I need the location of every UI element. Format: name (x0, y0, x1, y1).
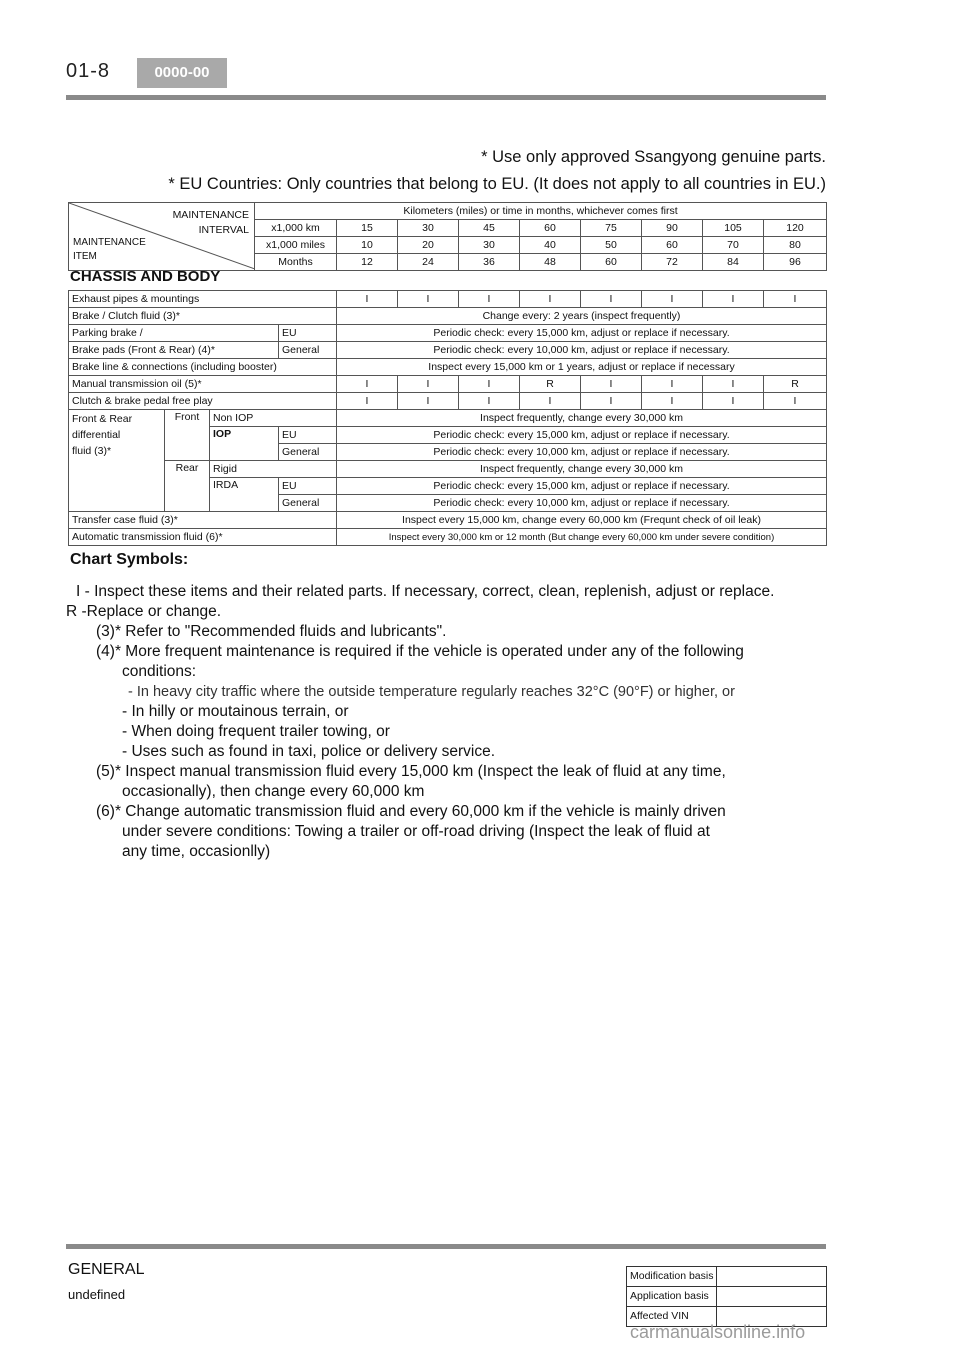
interval-cell: I (764, 291, 827, 308)
interval-label: INTERVAL (198, 224, 249, 236)
item-label-2: ITEM (73, 251, 97, 262)
interval-unit: Months (255, 254, 337, 271)
footer-rule (66, 1244, 826, 1249)
interval-item-corner (69, 203, 255, 271)
table-row (69, 308, 827, 325)
table-row (69, 376, 827, 393)
interval-value: 24 (398, 254, 459, 271)
interval-cell: I (398, 376, 459, 393)
table-row (69, 529, 827, 546)
item-label-1: MAINTENANCE (73, 237, 146, 248)
brake-line-text: Inspect every 15,000 km or 1 years, adjust or replace if necessary (337, 359, 827, 376)
interval-value: 30 (459, 237, 520, 254)
interval-value: 45 (459, 220, 520, 237)
interval-cell: I (337, 376, 398, 393)
symbol-inspect: I - Inspect these items and their related parts. If necessary, correct, clean, replenish, adjust or replace. (76, 583, 775, 600)
interval-value: 10 (337, 237, 398, 254)
doc-code-badge: 0000-00 (137, 58, 227, 88)
item-pedal: Clutch & brake pedal free play (69, 393, 337, 410)
footnote-6-cont: under severe conditions: Towing a trailer or off-road driving (Inspect the leak of fluid at (122, 823, 710, 840)
parking-eu-text: Periodic check: every 15,000 km, adjust or replace if necessary. (337, 325, 827, 342)
interval-cell: I (581, 376, 642, 393)
interval-cell: I (459, 393, 520, 410)
note-eu-countries: * EU Countries: Only countries that belong to EU. (It does not apply to all countries in EU.) (168, 175, 826, 193)
item-brake-fluid-text: Change every: 2 years (inspect frequently) (337, 308, 827, 325)
diff-irda: IRDA (210, 478, 279, 512)
interval-unit: x1,000 km (255, 220, 337, 237)
modification-basis-label: Modification basis (627, 1267, 717, 1287)
interval-value: 48 (520, 254, 581, 271)
interval-cell: I (337, 291, 398, 308)
header-rule (66, 95, 826, 100)
item-brake-line: Brake line & connections (including booster) (69, 359, 337, 376)
parking-general-text: Periodic check: every 10,000 km, adjust or replace if necessary. (337, 342, 827, 359)
interval-cell: R (764, 376, 827, 393)
condition-taxi: - Uses such as found in taxi, police or delivery service. (122, 743, 496, 760)
diff-label-2: differential (72, 429, 121, 441)
footnote-5-cont: occasionally), then change every 60,000 km (122, 783, 425, 800)
item-auto-trans: Automatic transmission fluid (6)* (69, 529, 337, 546)
application-basis-value (717, 1287, 827, 1307)
maintenance-label: MAINTENANCE (172, 209, 249, 221)
footnote-4: (4)* More frequent maintenance is required if the vehicle is operated under any of the following (96, 643, 744, 660)
interval-value: 60 (581, 254, 642, 271)
region-eu: EU (279, 325, 337, 342)
interval-value: 36 (459, 254, 520, 271)
region-general: General (279, 342, 337, 359)
watermark: carmanualsonline.info (630, 1322, 806, 1342)
diff-rigid-text: Inspect frequently, change every 30,000 km (337, 461, 827, 478)
interval-cell: I (642, 393, 703, 410)
footnote-6: (6)* Change automatic transmission fluid and every 60,000 km if the vehicle is mainly driven (96, 803, 726, 820)
diff-label-1: Front & Rear (72, 413, 133, 425)
interval-value: 50 (581, 237, 642, 254)
transfer-text: Inspect every 15,000 km, change every 60,000 km (Frequnt check of oil leak) (337, 512, 827, 529)
table-row (69, 410, 827, 427)
footnote-4-cont: conditions: (122, 663, 197, 680)
item-differential (69, 410, 165, 512)
interval-cell: I (703, 393, 764, 410)
condition-heavy-traffic: - In heavy city traffic where the outside temperature regularly reaches 32°C (90°F) or higher, or (128, 684, 735, 700)
table-row (69, 325, 827, 342)
interval-cell: I (581, 393, 642, 410)
interval-cell: I (398, 393, 459, 410)
diff-iop-general-text: Periodic check: every 10,000 km, adjust or replace if necessary. (337, 444, 827, 461)
interval-value: 96 (764, 254, 827, 271)
item-brake-fluid: Brake / Clutch fluid (3)* (69, 308, 337, 325)
item-manual-trans: Manual transmission oil (5)* (69, 376, 337, 393)
diff-irda-general-text: Periodic check: every 10,000 km, adjust or replace if necessary. (337, 495, 827, 512)
modification-basis-value (717, 1267, 827, 1287)
diff-iop-eu-text: Periodic check: every 15,000 km, adjust or replace if necessary. (337, 427, 827, 444)
interval-value: 120 (764, 220, 827, 237)
interval-value: 60 (520, 220, 581, 237)
interval-title: Kilometers (miles) or time in months, whichever comes first (255, 203, 827, 220)
interval-value: 12 (337, 254, 398, 271)
interval-cell: I (520, 291, 581, 308)
diff-rigid: Rigid (210, 461, 337, 478)
interval-value: 75 (581, 220, 642, 237)
table-row (69, 512, 827, 529)
symbol-replace: R -Replace or change. (66, 603, 222, 620)
interval-value: 15 (337, 220, 398, 237)
interval-cell: I (703, 376, 764, 393)
interval-cell: I (337, 393, 398, 410)
interval-header-table (68, 202, 827, 271)
chassis-body-table (68, 290, 827, 546)
interval-cell: I (703, 291, 764, 308)
interval-cell: I (581, 291, 642, 308)
region-eu: EU (279, 427, 337, 444)
affected-vin-label: Affected VIN (627, 1307, 717, 1327)
diff-label-3: fluid (3)* (72, 445, 112, 457)
diff-rear: Rear (165, 461, 210, 512)
interval-cell: I (459, 376, 520, 393)
interval-value: 20 (398, 237, 459, 254)
condition-towing: - When doing frequent trailer towing, or (122, 723, 390, 740)
diff-non-iop: Non IOP (210, 410, 337, 427)
footnote-6-cont-2: any time, occasionlly) (122, 843, 271, 860)
footer-section: GENERAL (68, 1261, 145, 1278)
interval-value: 84 (703, 254, 764, 271)
note-genuine-parts: * Use only approved Ssangyong genuine parts. (481, 148, 826, 166)
page-number: 01-8 (66, 60, 111, 82)
interval-unit: x1,000 miles (255, 237, 337, 254)
interval-cell: I (642, 376, 703, 393)
section-title: CHASSIS AND BODY (70, 268, 221, 285)
application-basis-label: Application basis (627, 1287, 717, 1307)
footnote-5: (5)* Inspect manual transmission fluid every 15,000 km (Inspect the leak of fluid at any time, (96, 763, 726, 780)
footnote-3: (3)* Refer to "Recommended fluids and lubricants". (96, 623, 447, 640)
interval-cell: R (520, 376, 581, 393)
interval-value: 90 (642, 220, 703, 237)
item-transfer: Transfer case fluid (3)* (69, 512, 337, 529)
table-row (69, 461, 827, 478)
item-parking-2: Brake pads (Front & Rear) (4)* (69, 342, 279, 359)
chart-symbols-title: Chart Symbols: (70, 551, 189, 568)
interval-cell: I (764, 393, 827, 410)
region-general: General (279, 444, 337, 461)
interval-value: 30 (398, 220, 459, 237)
auto-trans-text: Inspect every 30,000 km or 12 month (But change every 60,000 km under severe condition) (337, 529, 827, 546)
interval-value: 72 (642, 254, 703, 271)
diff-irda-eu-text: Periodic check: every 15,000 km, adjust or replace if necessary. (337, 478, 827, 495)
table-row (69, 359, 827, 376)
table-row (69, 291, 827, 308)
interval-cell: I (398, 291, 459, 308)
diff-iop: IOP (210, 427, 279, 461)
item-exhaust: Exhaust pipes & mountings (69, 291, 337, 308)
table-row (69, 342, 827, 359)
region-eu: EU (279, 478, 337, 495)
condition-hilly: - In hilly or moutainous terrain, or (122, 703, 349, 720)
interval-cell: I (642, 291, 703, 308)
diff-front: Front (165, 410, 210, 461)
modification-table (626, 1266, 827, 1327)
item-parking-1: Parking brake / (69, 325, 279, 342)
footer-subtitle: undefined (68, 1287, 126, 1302)
interval-value: 70 (703, 237, 764, 254)
interval-cell: I (459, 291, 520, 308)
interval-value: 60 (642, 237, 703, 254)
region-general: General (279, 495, 337, 512)
table-row (69, 393, 827, 410)
interval-value: 105 (703, 220, 764, 237)
interval-value: 40 (520, 237, 581, 254)
interval-cell: I (520, 393, 581, 410)
interval-value: 80 (764, 237, 827, 254)
diff-non-iop-text: Inspect frequently, change every 30,000 km (337, 410, 827, 427)
